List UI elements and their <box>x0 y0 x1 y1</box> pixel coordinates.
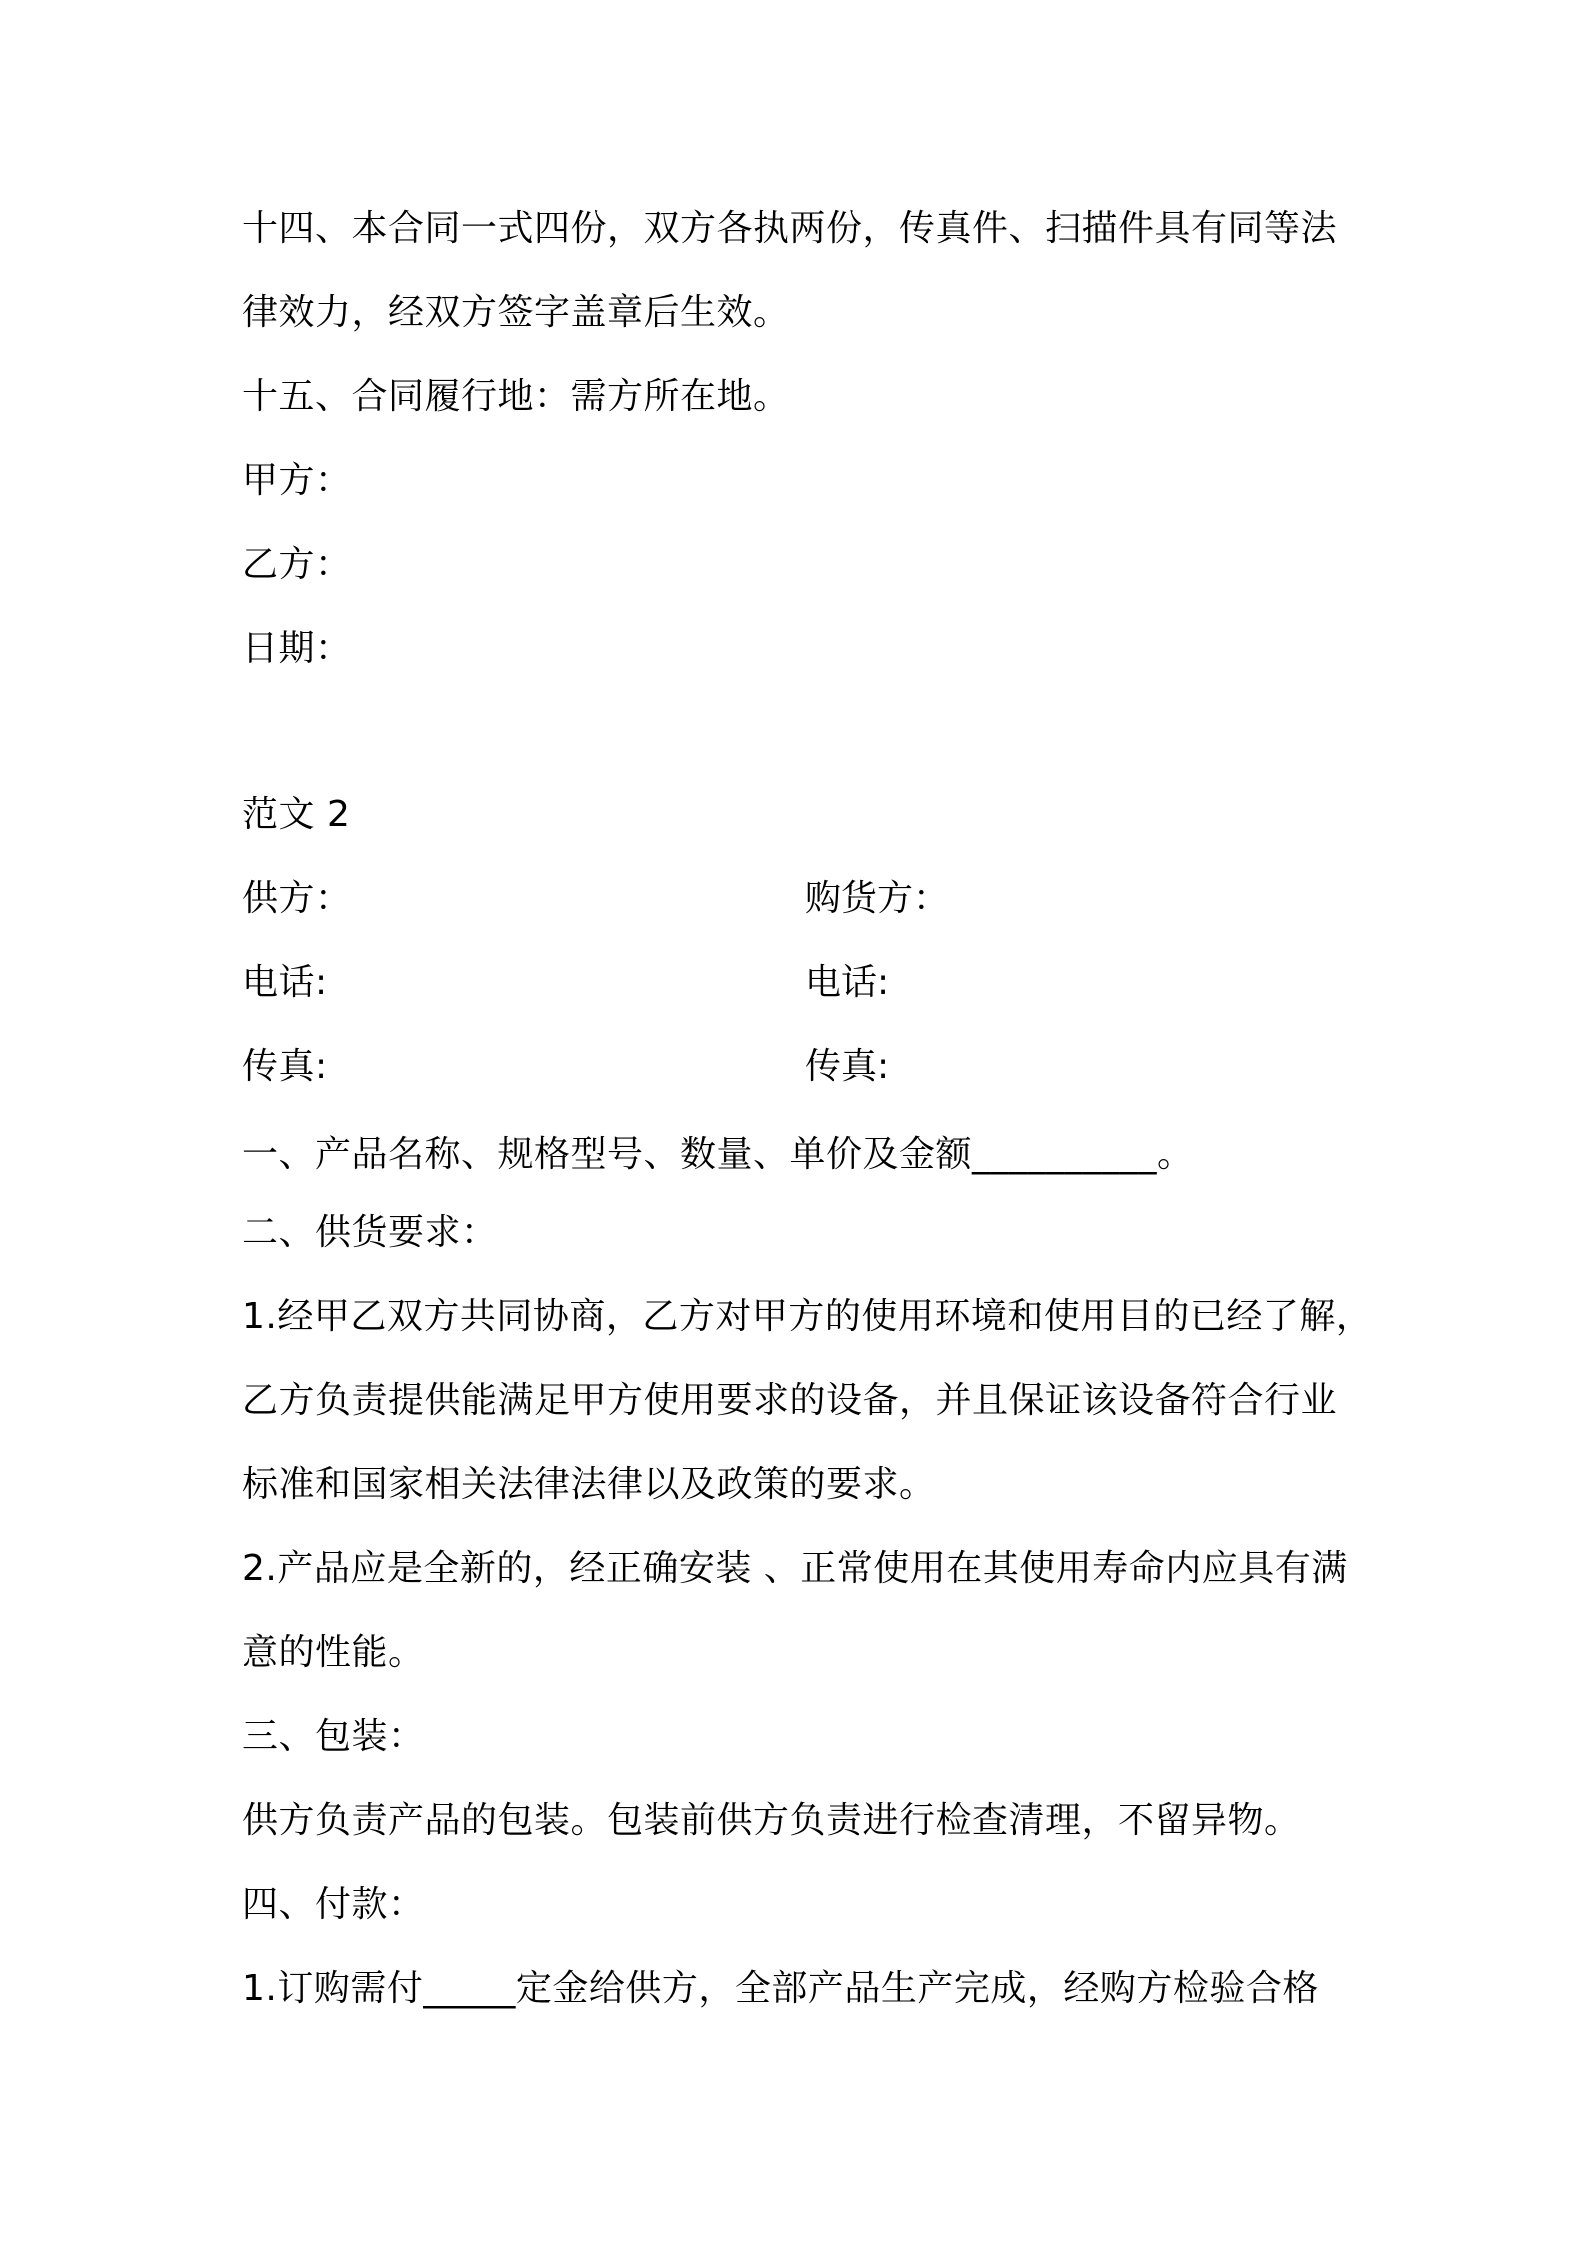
supplier-phone-label: 电话: <box>242 962 328 1003</box>
clause-14-line-1: 十四、本合同一式四份，双方各执两份，传真件、扫描件具有同等法 <box>242 208 1338 249</box>
item-3-heading: 三、包装： <box>242 1716 425 1757</box>
item-2-para-1-line-3: 标准和国家相关法律法律以及政策的要求。 <box>242 1464 936 1505</box>
clause-15: 十五、合同履行地：需方所在地。 <box>242 376 790 417</box>
party-a-label: 甲方： <box>242 460 352 501</box>
buyer-fax-label: 传真: <box>805 1046 890 1087</box>
buyer-label: 购货方： <box>805 878 950 919</box>
item-2-para-2-line-2: 意的性能。 <box>242 1632 425 1673</box>
item-3-text: 供方负责产品的包装。包装前供方负责进行检查清理，不留异物。 <box>242 1800 1301 1841</box>
item-2-heading: 二、供货要求： <box>242 1212 498 1253</box>
item-1-product: 一、产品名称、规格型号、数量、单价及金额__________。 <box>242 1134 1194 1175</box>
item-4-heading: 四、付款： <box>242 1884 425 1925</box>
item-2-para-1-line-1: 1.经甲乙双方共同协商，乙方对甲方的使用环境和使用目的已经了解， <box>242 1296 1373 1337</box>
supplier-fax-label: 传真: <box>242 1046 328 1087</box>
section-title: 范文 2 <box>242 794 351 835</box>
clause-14-line-2: 律效力，经双方签字盖章后生效。 <box>242 292 790 333</box>
item-2-para-2-line-1: 2.产品应是全新的，经正确安装 、正常使用在其使用寿命内应具有满 <box>242 1548 1348 1589</box>
date-label: 日期： <box>242 628 352 669</box>
supplier-label: 供方： <box>242 878 352 919</box>
party-b-label: 乙方： <box>242 544 352 585</box>
buyer-phone-label: 电话: <box>805 962 890 1003</box>
item-4-para-1: 1.订购需付_____定金给供方，全部产品生产完成，经购方检验合格 <box>242 1968 1319 2009</box>
item-2-para-1-line-2: 乙方负责提供能满足甲方使用要求的设备，并且保证该设备符合行业 <box>242 1380 1338 1421</box>
